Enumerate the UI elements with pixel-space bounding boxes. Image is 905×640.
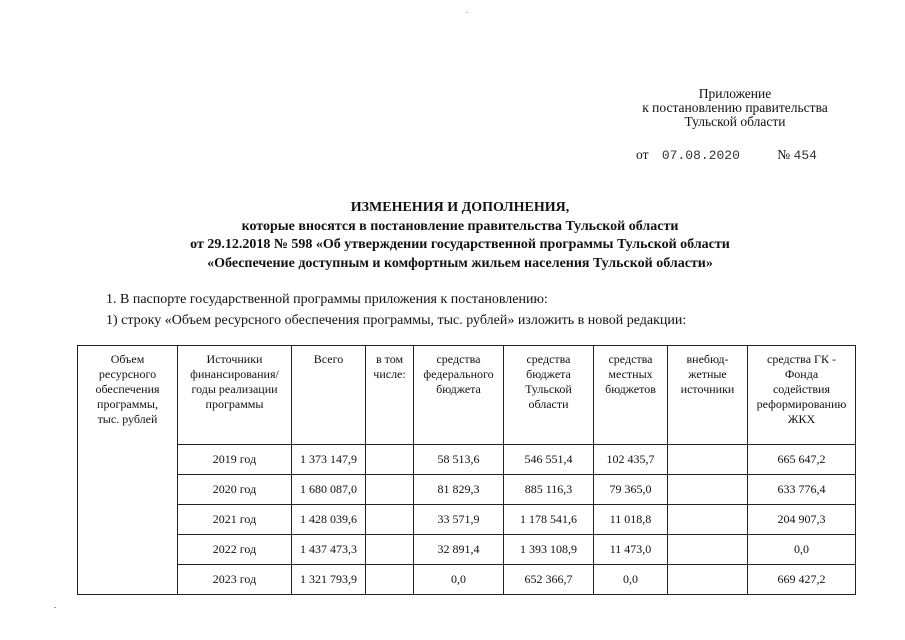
row-fund: 0,0 <box>748 535 856 565</box>
row-including <box>366 535 414 565</box>
heading-line: от 29.12.2018 № 598 «Об утверждении государственной программы Тульской области <box>190 237 730 252</box>
heading-line: которые вносятся в постановление правительства Тульской области <box>241 218 679 234</box>
row-offbudget <box>668 505 748 535</box>
row-offbudget <box>668 535 748 565</box>
header-fund: средства ГК - Фонда содействия реформированию ЖКХ <box>748 346 856 445</box>
row-federal: 58 513,6 <box>414 445 504 475</box>
row-offbudget <box>668 445 748 475</box>
row-year: 2021 год <box>178 505 292 535</box>
heading-line: «Обеспечение доступным и комфортным жильем населения Тульской области» <box>207 255 713 271</box>
scan-speck <box>54 607 56 608</box>
row-local: 11 473,0 <box>594 535 668 565</box>
row-offbudget <box>668 565 748 595</box>
paragraph-1: 1. В паспорте государственной программы приложения к постановлению: <box>106 292 548 307</box>
row-total: 1 428 039,6 <box>292 505 366 535</box>
row-federal: 0,0 <box>414 565 504 595</box>
decree-number-label: № <box>777 147 791 162</box>
heading-line: ИЗМЕНЕНИЯ И ДОПОЛНЕНИЯ, <box>350 200 570 215</box>
paragraph-2: 1) строку «Объем ресурсного обеспечения программы, тыс. рублей» изложить в новой редакции: <box>106 313 687 328</box>
row-year: 2022 год <box>178 535 292 565</box>
resource-volume-cell: Объем ресурсного обеспечения программы, тыс. рублей <box>78 346 178 595</box>
header-including: в том числе: <box>366 346 414 445</box>
row-local: 102 435,7 <box>594 445 668 475</box>
row-fund: 204 907,3 <box>748 505 856 535</box>
row-total: 1 680 087,0 <box>292 475 366 505</box>
row-federal: 33 571,9 <box>414 505 504 535</box>
row-federal: 32 891,4 <box>414 535 504 565</box>
header-total: Всего <box>292 346 366 445</box>
row-regional: 546 551,4 <box>504 445 594 475</box>
row-year: 2019 год <box>178 445 292 475</box>
table-row <box>78 565 856 595</box>
appendix-line: к постановлению правительства <box>642 100 828 115</box>
row-regional: 1 178 541,6 <box>504 505 594 535</box>
row-local: 0,0 <box>594 565 668 595</box>
appendix-title: Приложение <box>698 86 772 101</box>
row-fund: 665 647,2 <box>748 445 856 475</box>
row-regional: 1 393 108,9 <box>504 535 594 565</box>
row-year: 2023 год <box>178 565 292 595</box>
row-offbudget <box>668 475 748 505</box>
row-regional: 652 366,7 <box>504 565 594 595</box>
table-row <box>78 445 856 475</box>
scan-speck <box>466 12 468 13</box>
decree-from-label: от <box>636 147 649 162</box>
table-row <box>78 535 856 565</box>
header-local: средства местных бюджетов <box>594 346 668 445</box>
header-federal: средства федерального бюджета <box>414 346 504 445</box>
document-heading <box>150 199 770 273</box>
resource-table <box>77 345 856 595</box>
appendix-block <box>600 87 870 129</box>
row-including <box>366 445 414 475</box>
row-fund: 633 776,4 <box>748 475 856 505</box>
row-including <box>366 565 414 595</box>
row-fund: 669 427,2 <box>748 565 856 595</box>
decree-line <box>636 147 817 163</box>
decree-number: 454 <box>793 148 817 163</box>
row-total: 1 437 473,3 <box>292 535 366 565</box>
decree-date: 07.08.2020 <box>661 148 740 163</box>
header-sources: Источники финансирования/ годы реализации программы <box>178 346 292 445</box>
row-including <box>366 505 414 535</box>
row-total: 1 321 793,9 <box>292 565 366 595</box>
row-federal: 81 829,3 <box>414 475 504 505</box>
header-regional: средства бюджета Тульской области <box>504 346 594 445</box>
row-including <box>366 475 414 505</box>
appendix-line: Тульской области <box>684 114 786 129</box>
row-local: 79 365,0 <box>594 475 668 505</box>
header-offbudget: внебюд- жетные источники <box>668 346 748 445</box>
row-year: 2020 год <box>178 475 292 505</box>
table-row <box>78 475 856 505</box>
row-total: 1 373 147,9 <box>292 445 366 475</box>
row-regional: 885 116,3 <box>504 475 594 505</box>
row-local: 11 018,8 <box>594 505 668 535</box>
table-row <box>78 505 856 535</box>
